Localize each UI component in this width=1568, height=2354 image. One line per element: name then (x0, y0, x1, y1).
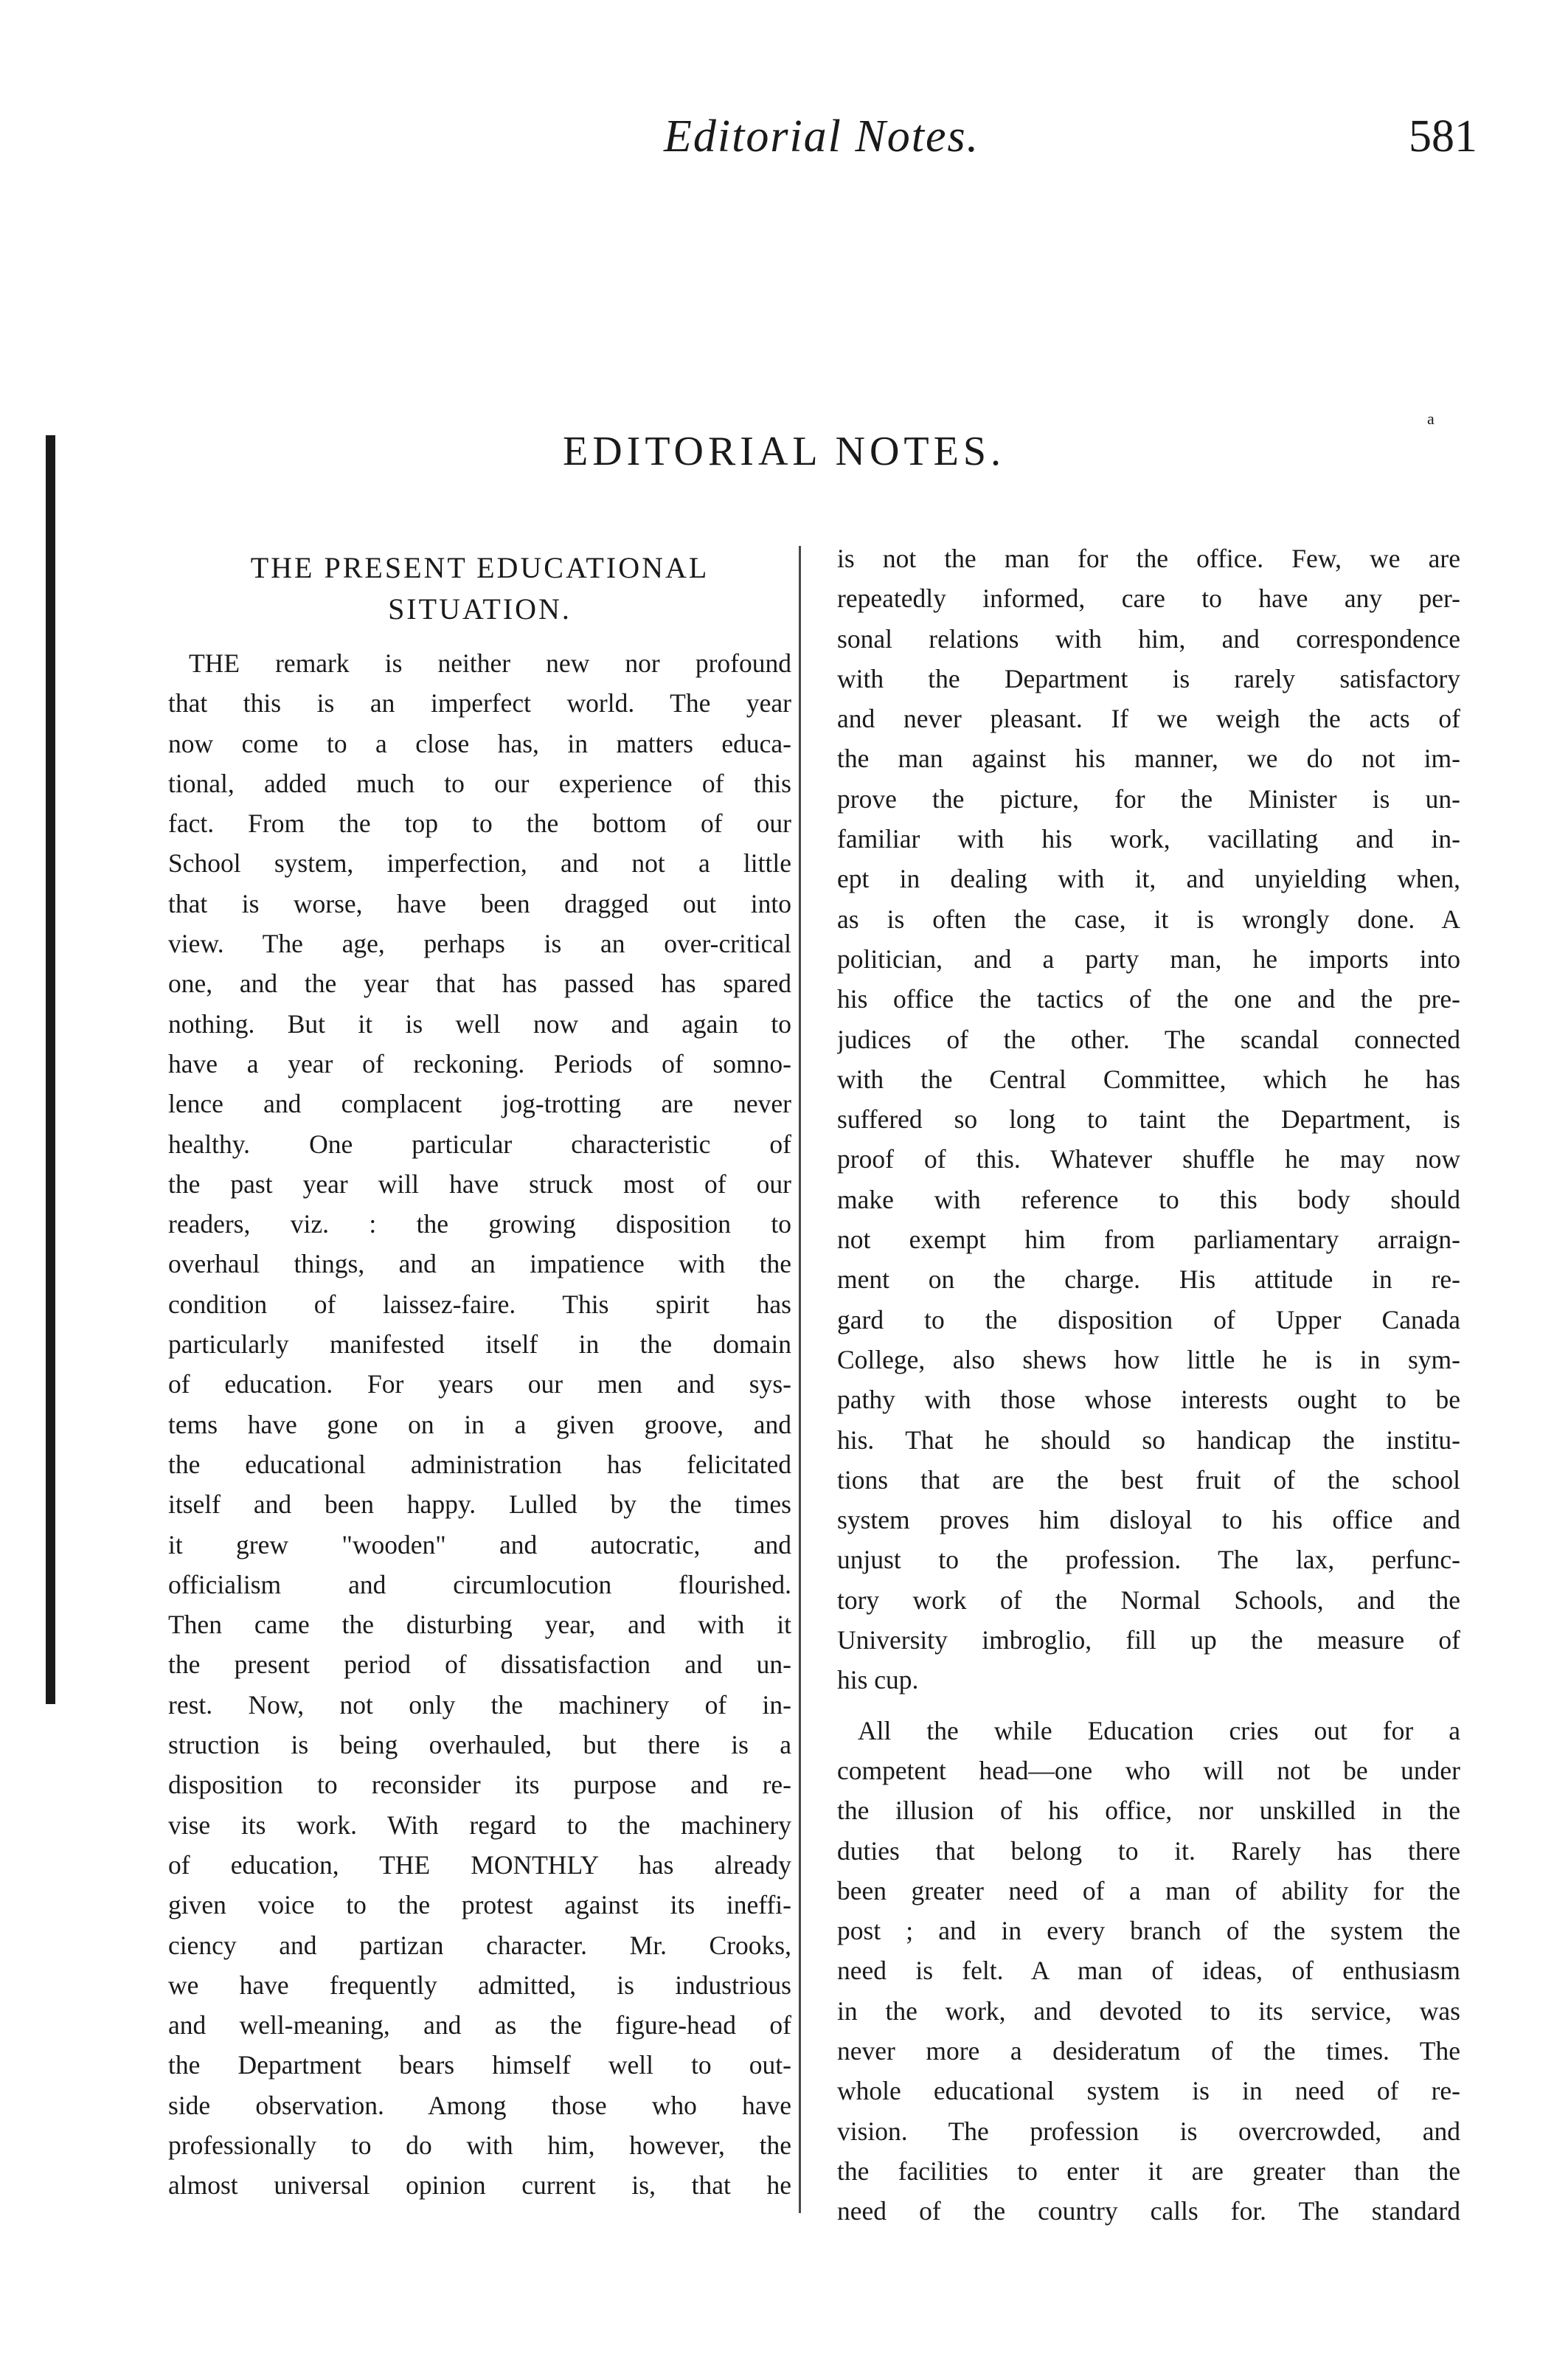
text-line: THE remark is neither new nor profound (189, 648, 791, 678)
text-line: have a year of reckoning. Periods of somno- (168, 1048, 791, 1079)
text-line: whole educational system is in need of re- (837, 2076, 1460, 2106)
page-number: 581 (1409, 111, 1477, 162)
text-line: rest. Now, not only the machinery of in- (168, 1689, 791, 1720)
left-column-text (168, 643, 791, 2206)
text-line: suffered so long to taint the Department, is (837, 1104, 1460, 1135)
text-line: tional, added much to our experience of this (168, 768, 791, 798)
text-line: and well-meaning, and as the figure-head of (168, 2010, 791, 2040)
text-line: his office the tactics of the one and the pre- (837, 984, 1460, 1014)
text-line: disposition to reconsider its purpose and re- (168, 1770, 791, 1800)
text-line: of education, THE MONTHLY has already (168, 1849, 791, 1880)
right-column-paragraph-1 (837, 539, 1460, 1700)
text-line: we have frequently admitted, is industrious (168, 1970, 791, 2000)
text-line: that this is an imperfect world. The year (168, 688, 791, 719)
text-line: tions that are the best fruit of the school (837, 1464, 1460, 1495)
text-line: familiar with his work, vacillating and in- (837, 824, 1460, 854)
column-divider (799, 546, 801, 2213)
article-title-line: SITUATION. (388, 592, 572, 626)
text-line: Then came the disturbing year, and with it (168, 1610, 791, 1640)
text-line: view. The age, perhaps is an over-critical (168, 929, 791, 959)
text-line: officialism and circumlocution flourished. (168, 1569, 791, 1599)
text-line: readers, viz. : the growing disposition to (168, 1209, 791, 1239)
text-line: sonal relations with him, and correspondence (837, 623, 1460, 654)
text-line: prove the picture, for the Minister is un- (837, 783, 1460, 814)
text-line: University imbroglio, fill up the measure of (837, 1625, 1460, 1655)
text-line: fact. From the top to the bottom of our (168, 809, 791, 839)
text-line: and never pleasant. If we weigh the acts of (837, 704, 1460, 734)
text-line: is not the man for the office. Few, we are (837, 544, 1460, 573)
text-line: his cup. (837, 1665, 919, 1695)
text-line: never more a desideratum of the times. The (837, 2035, 1460, 2066)
text-line: struction is being overhauled, but there is a (168, 1730, 791, 1760)
text-line: the present period of dissatisfaction and un- (168, 1649, 791, 1680)
section-title: EDITORIAL NOTES. (563, 429, 1005, 474)
stray-mark: a (1427, 409, 1435, 428)
text-line: overhaul things, and an impatience with the (168, 1249, 791, 1279)
text-line: been greater need of a man of ability for the (837, 1875, 1460, 1905)
text-line: the Department bears himself well to out- (168, 2050, 791, 2080)
text-line: given voice to the protest against its ineffi- (168, 1890, 791, 1920)
text-line: judices of the other. The scandal connected (837, 1024, 1460, 1054)
text-line: need is felt. A man of ideas, of enthusiasm (837, 1956, 1460, 1986)
text-line: duties that belong to it. Rarely has there (837, 1835, 1460, 1866)
text-line: the past year will have struck most of our (168, 1169, 791, 1199)
text-line: politician, and a party man, he imports into (837, 944, 1460, 974)
text-line: competent head—one who will not be under (837, 1755, 1460, 1785)
text-line: the educational administration has felicitated (168, 1449, 791, 1479)
article-title (168, 547, 791, 630)
text-line: the man against his manner, we do not im- (837, 744, 1460, 774)
article-title-line: THE PRESENT EDUCATIONAL (250, 551, 710, 584)
text-line: it grew "wooden" and autocratic, and (168, 1529, 791, 1559)
text-line: healthy. One particular characteristic of (168, 1129, 791, 1159)
text-line: ciency and partizan character. Mr. Crooks, (168, 1930, 791, 1960)
text-line: almost universal opinion current is, that he (168, 2170, 791, 2201)
text-line: with the Department is rarely satisfactory (837, 663, 1460, 693)
text-line: make with reference to this body should (837, 1184, 1460, 1214)
text-line: vision. The profession is overcrowded, and (837, 2116, 1460, 2146)
text-line: of education. For years our men and sys- (168, 1369, 791, 1399)
text-line: School system, imperfection, and not a little (168, 848, 791, 879)
text-line: itself and been happy. Lulled by the times (168, 1489, 791, 1520)
left-column (168, 539, 791, 2206)
text-line: now come to a close has, in matters educa- (168, 728, 791, 758)
text-line: unjust to the profession. The lax, perfunc- (837, 1545, 1460, 1575)
text-line: professionally to do with him, however, the (168, 2130, 791, 2160)
text-line: lence and complacent jog-trotting are never (168, 1089, 791, 1119)
text-line: vise its work. With regard to the machinery (168, 1810, 791, 1840)
text-line: particularly manifested itself in the domain (168, 1329, 791, 1360)
text-line: one, and the year that has passed has spared (168, 969, 791, 999)
right-column (837, 539, 1460, 2231)
text-line: the facilities to enter it are greater than the (837, 2156, 1460, 2186)
margin-rule (46, 435, 55, 1704)
text-line: not exempt him from parliamentary arraign- (837, 1225, 1460, 1255)
text-line: condition of laissez-faire. This spirit has (168, 1289, 791, 1319)
text-line: his. That he should so handicap the institu- (837, 1424, 1460, 1455)
text-line: in the work, and devoted to its service, was (837, 1995, 1460, 2026)
right-column-paragraph-2 (837, 1711, 1460, 2232)
text-line: tems have gone on in a given groove, and (168, 1409, 791, 1439)
text-line: repeatedly informed, care to have any per- (837, 584, 1460, 614)
text-line: as is often the case, it is wrongly done. A (837, 904, 1460, 934)
text-line: system proves him disloyal to his office and (837, 1505, 1460, 1535)
text-line: with the Central Committee, which he has (837, 1064, 1460, 1094)
text-line: gard to the disposition of Upper Canada (837, 1304, 1460, 1334)
text-line: proof of this. Whatever shuffle he may now (837, 1144, 1460, 1174)
text-line: that is worse, have been dragged out into (168, 888, 791, 918)
text-line: ment on the charge. His attitude in re- (837, 1264, 1460, 1295)
text-line: pathy with those whose interests ought to be (837, 1385, 1460, 1415)
running-head: Editorial Notes. (664, 111, 980, 162)
text-line: tory work of the Normal Schools, and the (837, 1585, 1460, 1615)
text-line: ept in dealing with it, and unyielding when, (837, 864, 1460, 894)
text-line: post ; and in every branch of the system the (837, 1916, 1460, 1946)
text-line: nothing. But it is well now and again to (168, 1008, 791, 1039)
text-line: College, also shews how little he is in sym- (837, 1344, 1460, 1374)
text-line: side observation. Among those who have (168, 2090, 791, 2120)
text-line: need of the country calls for. The standard (837, 2196, 1460, 2226)
text-line: the illusion of his office, nor unskilled in the (837, 1796, 1460, 1826)
text-line: All the while Education cries out for a (858, 1715, 1460, 1745)
